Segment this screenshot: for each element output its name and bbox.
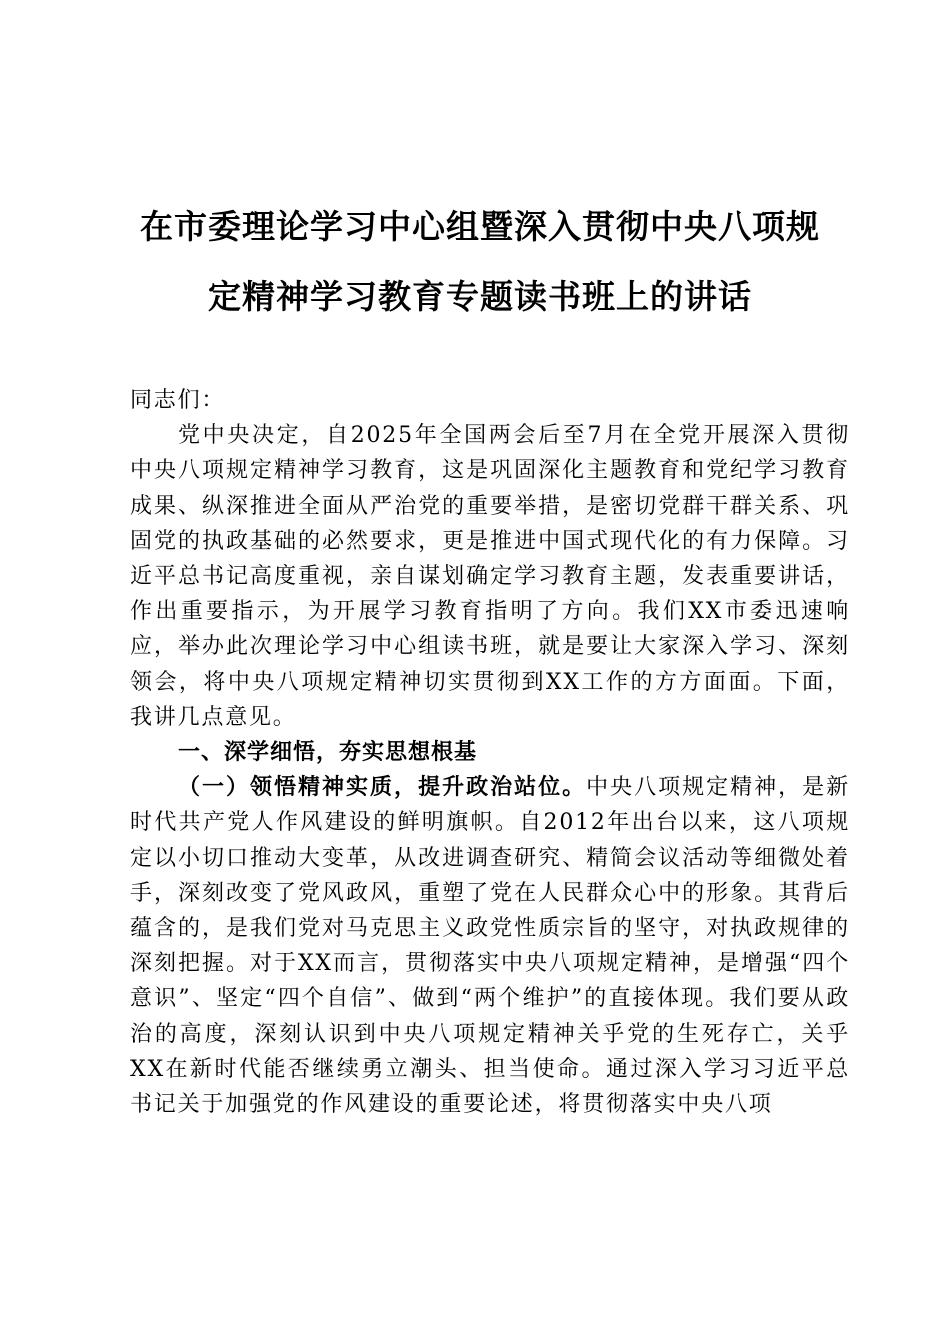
subsection-title-1: （一）领悟精神实质，提升政治站位。 <box>178 774 587 801</box>
title-line-1: 在市委理论学习中心组暨深入贯彻中央八项规 <box>140 207 820 246</box>
document-title <box>100 192 860 332</box>
section-heading-1: 一、深学细悟，夯实思想根基 <box>178 740 478 766</box>
subsection-paragraph-1 <box>130 770 850 1122</box>
opening-paragraph: 党中央决定，自2025年全国两会后至7月在全党开展深入贯彻中央八项规定精神学习教育，这是巩固深化主题教育和党纪学习教育成果、纵深推进全面从严治党的重要举措，是密切党群干群关系、巩固党的执政基础的必然要求，更是推进中国式现代化的有力保障。习近平总书记高度重视，亲自谋划确定学习教育主题，发表重要讲话，作出重要指示，为开展学习教育指明了方向。我们XX市委迅速响应，举办此次理论学习中心组读书班，就是要让大家深入学习、深刻领会，将中央八项规定精神切实贯彻到XX工作的方方面面。下面，我讲几点意见。 <box>130 423 850 730</box>
document-body <box>130 383 850 1122</box>
salutation: 同志们： <box>130 388 226 413</box>
subsection-text-1: 中央八项规定精神，是新时代共产党人作风建设的鲜明旗帜。自2012年出台以来，这八项规定以小切口推动大变革，从改进调查研究、精简会议活动等细微处着手，深刻改变了党风政风，重塑了党在人民群众心中的形象。其背后蕴含的，是我们党对马克思主义政党性质宗旨的坚守，对执政规律的深刻把握。对于XX而言，贯彻落实中央八项规定精神，是增强“四个意识”、坚定“四个自信”、做到“两个维护”的直接体现。我们要从政治的高度，深刻认识到中央八项规定精神关乎党的生死存亡，关乎XX在新时代能否继续勇立潮头、担当使命。通过深入学习习近平总书记关于加强党的作风建设的重要论述，将贯彻落实中央八项 <box>130 775 850 1118</box>
title-line-2: 定精神学习教育专题读书班上的讲话 <box>208 277 752 316</box>
